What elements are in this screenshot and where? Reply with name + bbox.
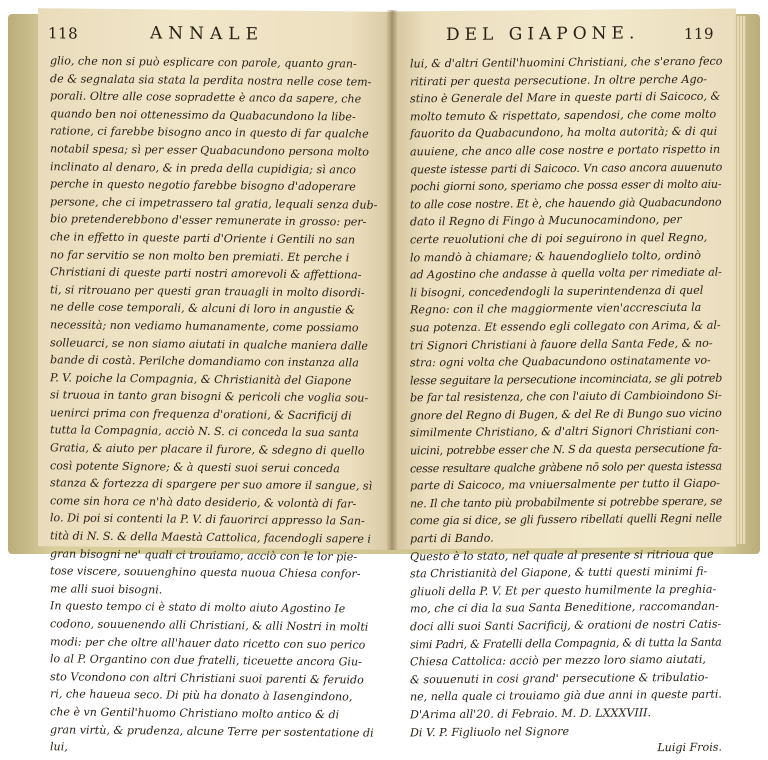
text-line: gliuoli della P. V. Et per questo humilmente la preghia- xyxy=(410,582,717,599)
text-line: notabil spesa; sì per esser Quabacundono persona molto xyxy=(50,142,369,159)
text-line: perche in questo negotio farebbe bisogno d'adoperare xyxy=(50,177,356,194)
text-line: cesse resultare qualche gràbene nō solo per questa istessa xyxy=(410,459,722,476)
text-line: D'Arima all'20. di Febraio. M. D. LXXXVIII. xyxy=(410,706,652,722)
text-line: porali. Oltre alle cose sopradette è anco da sapere, che xyxy=(50,89,362,106)
text-line: tutta la Compagnia, acciò N. S. ci conceda la sua santa xyxy=(50,423,359,440)
text-line: be far tal resistenza, che con l'aiuto di Cambioindono Si- xyxy=(410,388,722,405)
right-page-text xyxy=(410,53,722,759)
text-line: uenirci prima con frequenza d'orationi, & Sacrificij di xyxy=(50,406,352,423)
text-line: modi: per che oltre all'hauer dato ricetto con suo perico xyxy=(50,634,366,652)
page-number: 118 xyxy=(48,24,79,43)
text-line: inclinato al denaro, & in preda della cupidigia; sì anco xyxy=(50,159,356,177)
left-page-text xyxy=(50,52,380,759)
text-line: tità di N. S. & della Maestà Cattolica, facendogli sapere i xyxy=(50,529,371,546)
page-number: 119 xyxy=(683,24,714,43)
text-line: solleuarci, se non siamo aiutati in qualche maniera dalle xyxy=(50,335,368,353)
text-line: lesse seguitare la persecutione incominciata, se gli potreb xyxy=(410,371,723,388)
text-line: queste istesse parti di Saicoco. Vn caso ancora auuenuto xyxy=(410,160,723,176)
text-line: ratione, ci farebbe bisogno anco in questo di far qualche xyxy=(50,124,369,141)
text-line: In questo tempo ci è stato di molto aiuto Agostino Ie xyxy=(50,599,346,616)
text-line: bande di costà. Perilche domandiamo con instanza alla xyxy=(50,353,359,370)
text-line: che è vn Gentil'huomo Christiano molto antico & di xyxy=(50,705,340,722)
text-line: lo al P. Organtino con due fratelli, ticeuette ancora Giu- xyxy=(50,652,362,669)
right-page xyxy=(392,8,736,755)
text-line: gnore del Regno di Bugen, & del Re di Bungo suo vicino xyxy=(410,406,722,423)
signature-line xyxy=(410,739,722,759)
text-line: come sin hora ce n'hà dato desiderio, & volontà di far- xyxy=(50,494,357,511)
text-line: gran bisogni ne' quali ci trouiamo, acciò con le lor pie- xyxy=(50,546,358,564)
text-line: Chiesa Cattolica: acciò per mezzo loro siamo aiutati, xyxy=(410,652,706,669)
text-line: tri Signori Christiani à fauore della Santa Fede, & no- xyxy=(410,336,713,352)
text-line: ri, che haueua seco. Di più ha donato à Iasengindono, xyxy=(50,687,353,704)
text-line: lo. Di poi si contenti la P. V. di fauorirci appresso la San- xyxy=(50,511,365,529)
text-line: tose viscere, souuenghino questa nuoua Chiesa confor- xyxy=(50,564,361,581)
text-line: Regno: con il che maggiormente vien'accresciuta la xyxy=(410,301,702,317)
text-line: parte di Saicoco, ma vniuersalmente per tutto il Giapo- xyxy=(410,476,721,493)
open-book xyxy=(8,4,760,755)
text-line: necessità; non vediamo humanamente, come possiamo xyxy=(50,318,359,335)
text-line: ti, si ritrouano per questi gran trauagli in molto disordi- xyxy=(50,282,365,300)
text-line: me alli suoi bisogni. xyxy=(50,582,163,597)
text-line: pochi giorni sono, speriamo che possa esser di molto aiu- xyxy=(410,177,722,194)
text-line: similmente Christiano, & d'altri Signori Christiani con- xyxy=(410,424,720,440)
text-line: & souuenuti in cosi grand' persecutione & tribulatio- xyxy=(410,670,709,687)
text-line: stanza & fortezza di spargere per suo amore il sangue, sì xyxy=(50,476,373,493)
running-head: ANNALE xyxy=(150,23,265,45)
text-line: no far servitio se non molto ben premiati. Et perche i xyxy=(50,247,350,264)
text-line: simi Padri, & Fratelli della Compagnia, & di tutta la Santa xyxy=(410,635,722,651)
text-line: quando ben noi ottenessimo da Quabacundono la libe- xyxy=(50,107,356,124)
text-line: così potente Signore; & à questi suoi serui conceda xyxy=(50,458,340,475)
text-line: lui, xyxy=(50,740,68,754)
text-line: sua potenza. Et essendo egli collegato con Arima, & al- xyxy=(410,318,721,335)
text-line: codono, souuenendo alli Christiani, & alli Nostri in molti xyxy=(50,617,369,634)
right-page-header xyxy=(392,22,736,55)
text-line: che in effetto in queste parti d'Oriente i Gentili no san xyxy=(50,230,356,247)
text-line: certe reuolutioni che di poi seguirono in quel Regno, xyxy=(410,230,708,247)
text-line: lui, & d'altri Gentil'huomini Christiani, che s'erano feco xyxy=(410,54,723,71)
text-line: sta Christianità del Giapone, & tutti questi minimi fi- xyxy=(410,564,708,581)
text-line: persone, che ci impetrassero tal gratia, lequali senza dub- xyxy=(50,195,378,212)
text-line: fauorito da Quabacundono, ha molta autorità; & di qui xyxy=(410,125,718,141)
left-page xyxy=(38,8,392,754)
text-line: lo mandò à chiamare; & hauendoglielo tolto, ordinò xyxy=(410,248,701,264)
text-line: Christiani di queste parti nostri amorevoli & affettiona- xyxy=(50,265,362,282)
text-line: ne. Il che tanto più probabilmente si potrebbe sperare, se xyxy=(410,494,723,511)
text-line: stra: ogni volta che Quabacundono ostinatamente vo- xyxy=(410,353,711,370)
text-line: auuiene, che anco alle cose nostre e portato rispetto in xyxy=(410,142,721,159)
text-line: ne, nella quale ci trouiamo già due anni in queste parti. xyxy=(410,687,722,704)
text-line: mo, che ci dia la sua Santa Beneditione, raccomandan- xyxy=(410,600,719,616)
text-line: molto temuto & rispettato, sapendosi, che come molto xyxy=(410,107,717,124)
text-line: to alle cose nostre. Et è, che hauendo già Quabacundono xyxy=(410,195,722,212)
left-page-header xyxy=(38,22,392,56)
text-line: gran virtù, & prudenza, alcune Terre per sostentatione di xyxy=(50,722,374,740)
text-line: uicini, potrebbe esser che N. S da questa persecutione fa- xyxy=(410,441,722,458)
text-line: parti di Bando. xyxy=(410,531,494,546)
running-head: DEL GIAPONE. xyxy=(446,23,640,46)
page-edges xyxy=(734,16,746,544)
text-line: sto Vcondono con altri Christiani suoi parenti & feruido xyxy=(50,670,364,687)
text-line: ad Agostino che andasse à quella volta per rimediate al- xyxy=(410,265,722,282)
text-line: si truoua in tanto gran bisogni & pericoli che voglia sou- xyxy=(50,388,369,405)
book-gutter xyxy=(386,10,398,550)
text-line: ritirati per questa persecutione. In oltre perche Ago- xyxy=(410,72,708,88)
text-line: Gratia, & aiuto per placare il furore, & sdegno di quello xyxy=(50,441,365,458)
text-line: Questo è lo stato, nel quale al presente si ritrioua que xyxy=(410,547,714,563)
text-line: doci alli suoi Santi Sacrificij, & orationi de nostri Catis- xyxy=(410,617,722,634)
text-line: ne delle cose temporali, & alcuni di loro in angustie & xyxy=(50,300,356,317)
text-line: come gia si dice, se gli fussero ribellati quelli Regni nelle xyxy=(410,512,722,528)
text-line: dato il Regno di Fingo à Mucunocamindono, per xyxy=(410,213,682,229)
text-line: li bisogni, concedendogli la superintendenza di quel xyxy=(410,283,704,300)
signature: Luigi Frois. xyxy=(657,740,722,755)
text-line: P. V. poiche la Compagnia, & Christianità del Giapone xyxy=(50,370,352,388)
text-line: bio pretenderebbono d'esser remunerate in grosso: per- xyxy=(50,212,367,229)
text-line: de & segnalata sia stata la perdita nostra nelle cose tem- xyxy=(50,71,372,89)
text-line: Di V. P. Figliuolo nel Signore xyxy=(410,724,570,739)
text-line: stino è Generale del Mare in queste parti di Saicoco, & xyxy=(410,89,721,106)
text-line: glio, che non si può esplicare con parole, quanto gran- xyxy=(50,54,357,71)
